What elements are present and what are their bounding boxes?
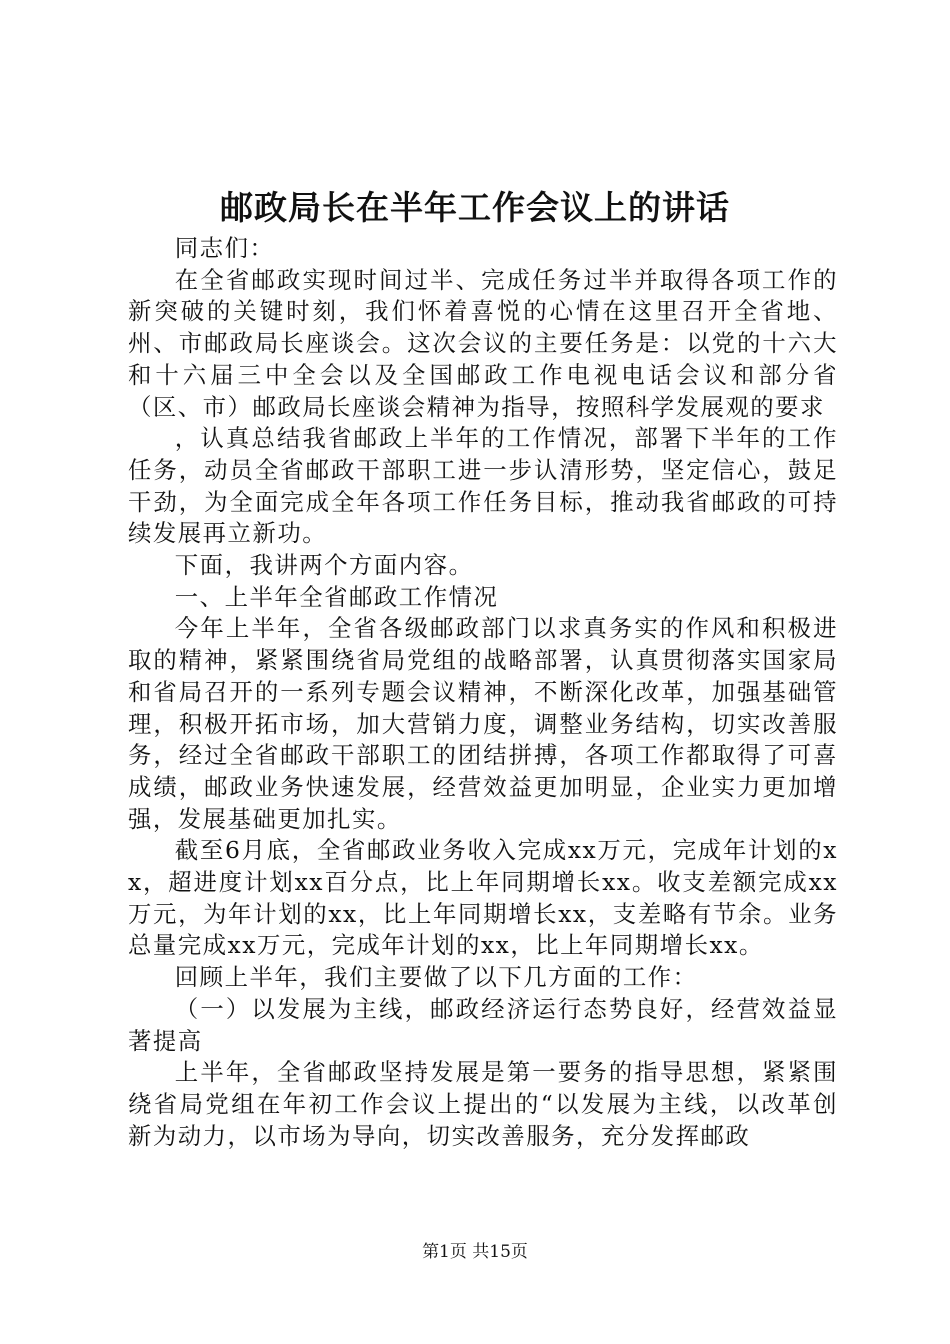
paragraph-outline: 下面，我讲两个方面内容。	[174, 551, 474, 580]
paragraph-greeting: 同志们：	[174, 234, 275, 262]
paragraph-intro: 在全省邮政实现时间过半、完成任务过半并取得各项工作的新突破的关键时刻，我们怀着喜悦的心情在这里召开全省地、州、市邮政局长座谈会。这次会议的主要任务是：以党的十六大和十六届三中全会以及全国邮政工作电视电话会议和部分省（区、市）邮政局长座谈会精神为指导，按照科学发展观的要求	[128, 265, 838, 421]
document-body	[128, 233, 838, 1152]
document-title: 邮政局长在半年工作会议上的讲话	[220, 188, 730, 227]
paragraph-figures: 截至6月底，全省邮政业务收入完成xx万元，完成年计划的xx，超进度计划xx百分点，比上年同期增长xx。收支差额完成xx万元，为年计划的xx，比上年同期增长xx，支差略有节余。业务总量完成xx万元，完成年计划的xx，比上年同期增长xx。	[128, 836, 838, 960]
section-heading-1: 一、上半年全省邮政工作情况	[174, 582, 499, 611]
paragraph-development: 上半年，全省邮政坚持发展是第一要务的指导思想，紧紧围绕省局党组在年初工作会议上提出的“以发展为主线，以改革创新为动力，以市场为导向，切实改善服务，充分发挥邮政	[128, 1058, 838, 1150]
paragraph-intro-continued: ，认真总结我省邮政上半年的工作情况，部署下半年的工作任务，动员全省邮政干部职工进一步认清形势，坚定信心，鼓足干劲，为全面完成全年各项工作任务目标，推动我省邮政的可持续发展再立新功。	[128, 424, 838, 548]
subsection-heading-1: （一）以发展为主线，邮政经济运行态势良好，经营效益显著提高	[128, 994, 838, 1055]
paragraph-overview: 今年上半年，全省各级邮政部门以求真务实的作风和积极进取的精神，紧紧围绕省局党组的战略部署，认真贯彻落实国家局和省局召开的一系列专题会议精神，不断深化改革，加强基础管理，积极开拓市场，加大营销力度，调整业务结构，切实改善服务，经过全省邮政干部职工的团结拼搏，各项工作都取得了可喜成绩，邮政业务快速发展，经营效益更加明显，企业实力更加增强，发展基础更加扎实。	[128, 614, 838, 833]
paragraph-review: 回顾上半年，我们主要做了以下几方面的工作：	[174, 963, 698, 992]
page-footer: 第1页 共15页	[422, 1242, 528, 1262]
